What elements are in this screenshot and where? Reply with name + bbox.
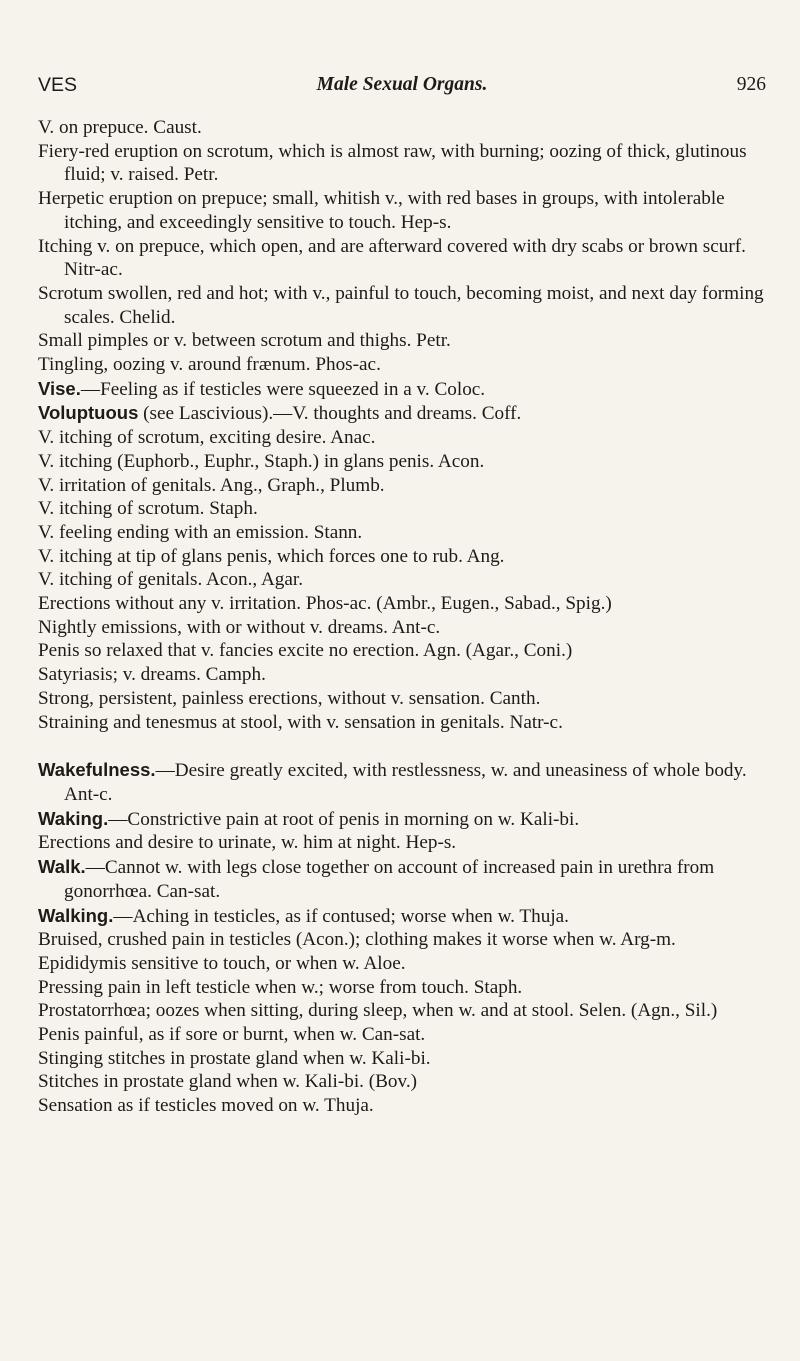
entry-text: (see Lascivious).—V. thoughts and dreams. Coff. — [138, 403, 522, 425]
symptom-entry — [38, 235, 770, 282]
rubric-term: Voluptuous — [38, 402, 139, 424]
entry-text: —Constrictive pain at root of penis in morning on w. Kali-bi. — [108, 808, 580, 830]
entry-text: —Desire greatly excited, with restlessness, w. and uneasiness of whole body. Ant-c. — [64, 760, 747, 805]
rubric-entry — [38, 401, 770, 426]
rubric-term: Vise. — [38, 377, 81, 399]
symptom-entry — [38, 545, 770, 569]
entry-text: Erections without any v. irritation. Phos-ac. (Ambr., Eugen., Sabad., Spig.) — [38, 593, 612, 615]
repertory-body — [38, 116, 770, 1118]
entry-text: Strong, persistent, painless erections, without v. sensation. Canth. — [38, 687, 541, 709]
symptom-entry — [38, 616, 770, 640]
symptom-entry — [38, 450, 770, 474]
symptom-entry — [38, 140, 770, 187]
entry-text: Epididymis sensitive to touch, or when w. Aloe. — [38, 952, 406, 974]
symptom-entry — [38, 711, 770, 735]
header-title: Male Sexual Organs. — [316, 74, 488, 95]
rubric-entry — [38, 758, 770, 806]
entry-text: —Aching in testicles, as if contused; worse when w. Thuja. — [113, 905, 569, 927]
entry-text: V. feeling ending with an emission. Stann. — [38, 521, 363, 543]
entry-text: Stinging stitches in prostate gland when w. Kali-bi. — [38, 1047, 431, 1069]
rubric-entry — [38, 855, 770, 903]
entry-text: Stitches in prostate gland when w. Kali-bi. (Bov.) — [38, 1071, 418, 1093]
rubric-term: Wakefulness. — [38, 759, 156, 781]
rubric-term: Walking. — [38, 904, 114, 926]
symptom-entry — [38, 687, 770, 711]
entry-text: V. irritation of genitals. Ang., Graph., Plumb. — [38, 474, 385, 496]
header-keyword: VES — [38, 74, 78, 96]
symptom-entry — [38, 521, 770, 545]
entry-text: Prostatorrhœa; oozes when sitting, during sleep, when w. and at stool. Selen. (Agn., Sil.) — [38, 1000, 718, 1022]
symptom-entry — [38, 639, 770, 663]
symptom-entry — [38, 592, 770, 616]
entry-text: V. itching (Euphorb., Euphr., Staph.) in glans penis. Acon. — [38, 450, 485, 472]
symptom-entry — [38, 952, 770, 976]
entry-text: V. on prepuce. Caust. — [38, 117, 202, 138]
page-number: 926 — [736, 74, 766, 95]
entry-text: —Cannot w. with legs close together on account of increased pain in urethra from gonorrhœa. Can-sat. — [64, 857, 715, 902]
entry-text: Scrotum swollen, red and hot; with v., painful to touch, becoming moist, and next day forming scales. Chelid. — [38, 282, 764, 328]
entry-text: Small pimples or v. between scrotum and thighs. Petr. — [38, 330, 451, 352]
symptom-entry — [38, 282, 770, 329]
symptom-entry — [38, 116, 770, 140]
entry-text: V. itching of scrotum, exciting desire. Anac. — [38, 427, 376, 449]
symptom-entry — [38, 1070, 770, 1094]
entry-text: —Feeling as if testicles were squeezed in a v. Coloc. — [80, 378, 486, 400]
symptom-entry — [38, 426, 770, 450]
rubric-entry — [38, 904, 770, 929]
symptom-entry — [38, 999, 770, 1023]
entry-text: Erections and desire to urinate, w. him at night. Hep-s. — [38, 832, 457, 854]
symptom-entry — [38, 928, 770, 952]
symptom-entry — [38, 1023, 770, 1047]
section-gap — [38, 734, 770, 758]
running-header — [38, 74, 766, 104]
entry-text: V. itching of scrotum. Staph. — [38, 498, 258, 520]
entry-text: Penis so relaxed that v. fancies excite no erection. Agn. (Agar., Coni.) — [38, 640, 573, 662]
symptom-entry — [38, 1047, 770, 1071]
rubric-entry — [38, 377, 770, 402]
entry-text: Bruised, crushed pain in testicles (Acon.); clothing makes it worse when w. Arg-m. — [38, 929, 676, 951]
symptom-entry — [38, 187, 770, 234]
symptom-entry — [38, 976, 770, 1000]
symptom-entry — [38, 329, 770, 353]
entry-text: Pressing pain in left testicle when w.; worse from touch. Staph. — [38, 976, 523, 998]
entry-text: Penis painful, as if sore or burnt, when w. Can-sat. — [38, 1024, 426, 1046]
symptom-entry — [38, 474, 770, 498]
entry-text: Sensation as if testicles moved on w. Thuja. — [38, 1095, 374, 1117]
rubric-entry — [38, 807, 770, 832]
symptom-entry — [38, 1094, 770, 1118]
entry-text: V. itching of genitals. Acon., Agar. — [38, 569, 304, 591]
entry-text: Satyriasis; v. dreams. Camph. — [38, 664, 266, 686]
symptom-entry — [38, 353, 770, 377]
symptom-entry — [38, 497, 770, 521]
symptom-entry — [38, 831, 770, 855]
entry-text: Herpetic eruption on prepuce; small, whitish v., with red bases in groups, with intolerable itching, and exceedingly sensitive to touch. Hep-s. — [38, 188, 725, 233]
entry-text: Nightly emissions, with or without v. dreams. Ant-c. — [38, 616, 441, 638]
rubric-term: Walk. — [38, 856, 86, 878]
symptom-entry — [38, 568, 770, 592]
symptom-entry — [38, 663, 770, 687]
rubric-term: Waking. — [38, 807, 109, 829]
entry-text: Fiery-red eruption on scrotum, which is almost raw, with burning; oozing of thick, glutinous fluid; v. raised. Petr. — [38, 140, 747, 186]
entry-text: Straining and tenesmus at stool, with v. sensation in genitals. Natr-c. — [38, 711, 563, 733]
entry-text: Itching v. on prepuce, which open, and are afterward covered with dry scabs or brown scurf. Nitr-ac. — [38, 235, 746, 281]
entry-text: Tingling, oozing v. around frænum. Phos-ac. — [38, 354, 381, 376]
entry-text: V. itching at tip of glans penis, which forces one to rub. Ang. — [38, 545, 505, 567]
